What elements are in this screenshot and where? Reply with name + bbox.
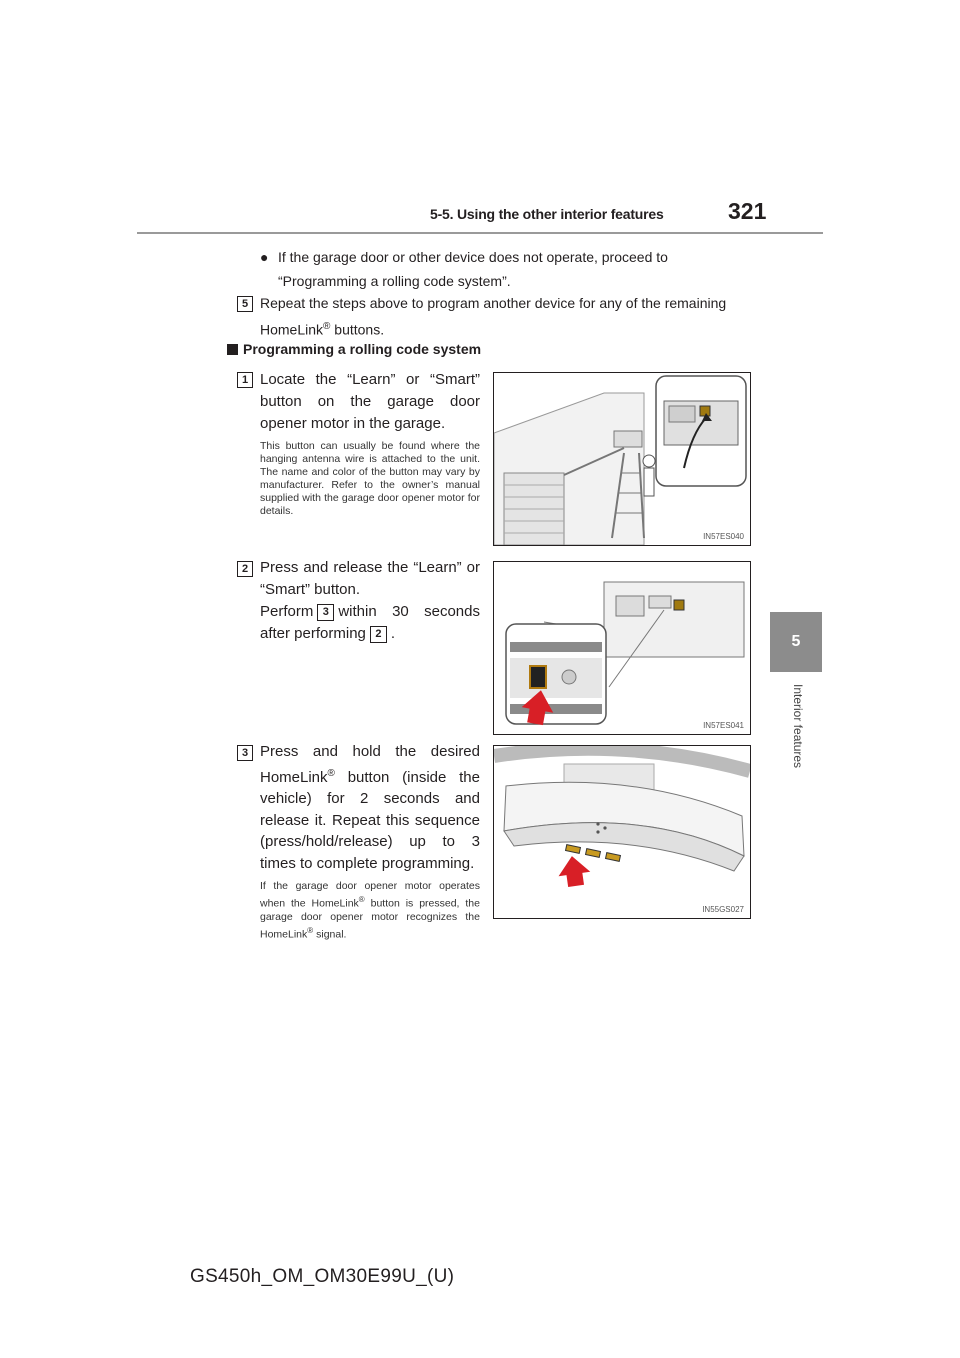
subheading: Programming a rolling code system [243,341,482,357]
step-number-3: 3 [237,745,253,761]
figure-code: IN57ES040 [703,532,744,541]
garage-opener-figure [493,372,751,546]
figure-code: IN57ES041 [703,721,744,730]
step-1-note: This button can usually be found where the hanging antenna wire is attached to the unit. The name and color of the button may vary by manufacturer. Refer to the owner’s manual supplied with the garage door opener motor for details. [260,440,480,517]
step-3-note: If the garage door opener motor operates when the HomeLink® button is pressed, the garage door opener motor recognizes the HomeLink® signal. [260,880,480,940]
learn-button-illustration [494,562,750,734]
step-number-5: 5 [237,296,253,312]
step-number-1: 1 [237,372,253,388]
header-divider [137,232,823,234]
mirror-illustration [494,746,750,918]
chapter-tab: 5 [770,612,822,672]
homelink-mirror-figure [493,745,751,919]
step-3-text: Press and hold the desired HomeLink® button (inside the vehicle) for 2 seconds and release it. Repeat this sequence (press/hold/release) up to 3 times to complete programming. [260,743,480,872]
figure-code: IN55GS027 [702,905,744,914]
step-1-text: Locate the “Learn” or “Smart” button on the garage door opener motor in the garage. [260,371,480,432]
step-5-text: Repeat the steps above to program another device for any of the remaining HomeLink® buttons. [260,295,727,338]
step-2-perform: Perform 3 within 30 seconds after performing 2 . [260,603,480,642]
page-number: 321 [728,198,767,224]
learn-button-figure [493,561,751,735]
bullet-text: If the garage door or other device does not operate, proceed to “Programming a rolling code system”. [278,249,668,289]
step-2-text: Press and release the “Learn” or “Smart” button. [260,559,480,598]
subheading-square-icon [227,344,238,355]
bullet-icon: ● [260,249,269,265]
chapter-title: Interior features [791,684,805,769]
step-number-2: 2 [237,561,253,577]
section-title: 5-5. Using the other interior features [430,206,664,222]
document-code: GS450h_OM_OM30E99U_(U) [190,1266,455,1287]
garage-illustration [494,373,750,545]
